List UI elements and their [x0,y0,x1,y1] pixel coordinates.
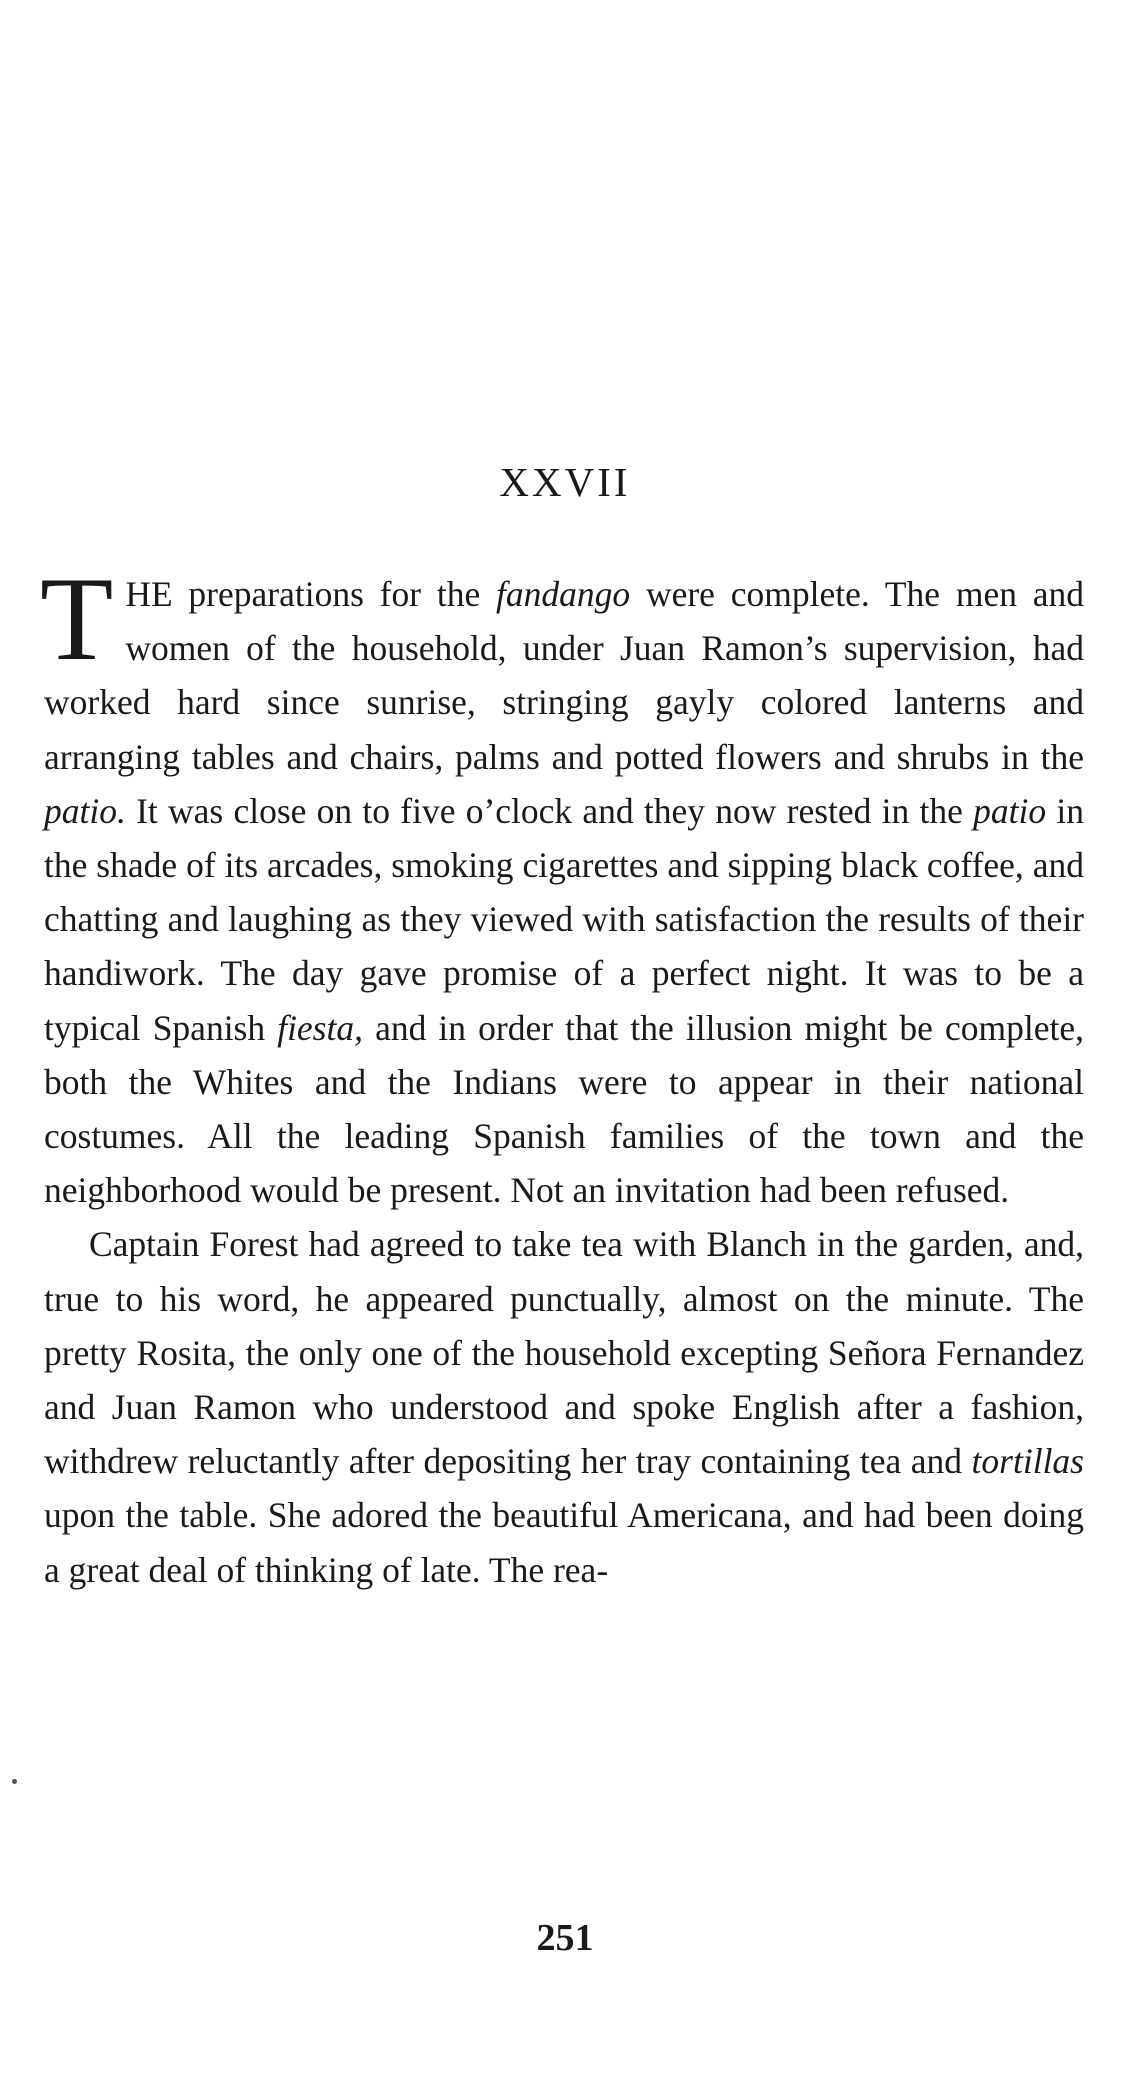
text-run: It was close on to five o’clock and they now rested in the [125,790,974,831]
paragraph-1 [40,552,1084,1217]
margin-speck [12,1779,17,1784]
paragraph-2 [44,1217,1084,1596]
chapter-heading: XXVII [499,459,631,505]
drop-cap: T [40,552,114,685]
text-run: were complete. The men and women of the household, under Juan Ramon’s supervision, had worked hard since sunrise, stringing gayly colored lanterns and arranging tables and chairs, palms and potted flowers and shrubs in the [44,574,1084,777]
body-text [40,552,1084,1597]
text-run: and in order that the illusion might be complete, both the Whites and the Indians were to appear in their national costumes. All the leading Spanish families of the town and the neighborhood would be present. Not an invitation had been refused. [44,1007,1084,1211]
text-run: Captain Forest had agreed to take tea with Blanch in the garden, and, true to his word, he appeared punctually, almost on the minute. The pretty Rosita, the only one of the household excepting Señora Fernandez and Juan Ramon who understood and spoke English after a fashion, withdrew reluctantly after depositing her tray containing tea and [44,1224,1084,1482]
italic-word-patio: patio. [44,790,126,831]
italic-word-tortillas: tortillas [971,1441,1084,1482]
italic-word-fiesta: fiesta, [277,1007,363,1048]
text-run: upon the table. She adored the beautiful Americana, and had been doing a great deal of thinking of late. The rea- [44,1495,1084,1590]
text-run: HE preparations for the [125,574,497,614]
text-run: in the shade of its arcades, smoking cigarettes and sipping black coffee, and chatting and laughing as they viewed with satisfaction the results of their handiwork. The day gave promise of a perfect night. It was to be a typical Spanish [44,790,1084,1048]
italic-word-patio: patio [973,790,1047,831]
page-number: 251 [536,1917,594,1959]
italic-word-fandango: fandango [496,574,631,614]
